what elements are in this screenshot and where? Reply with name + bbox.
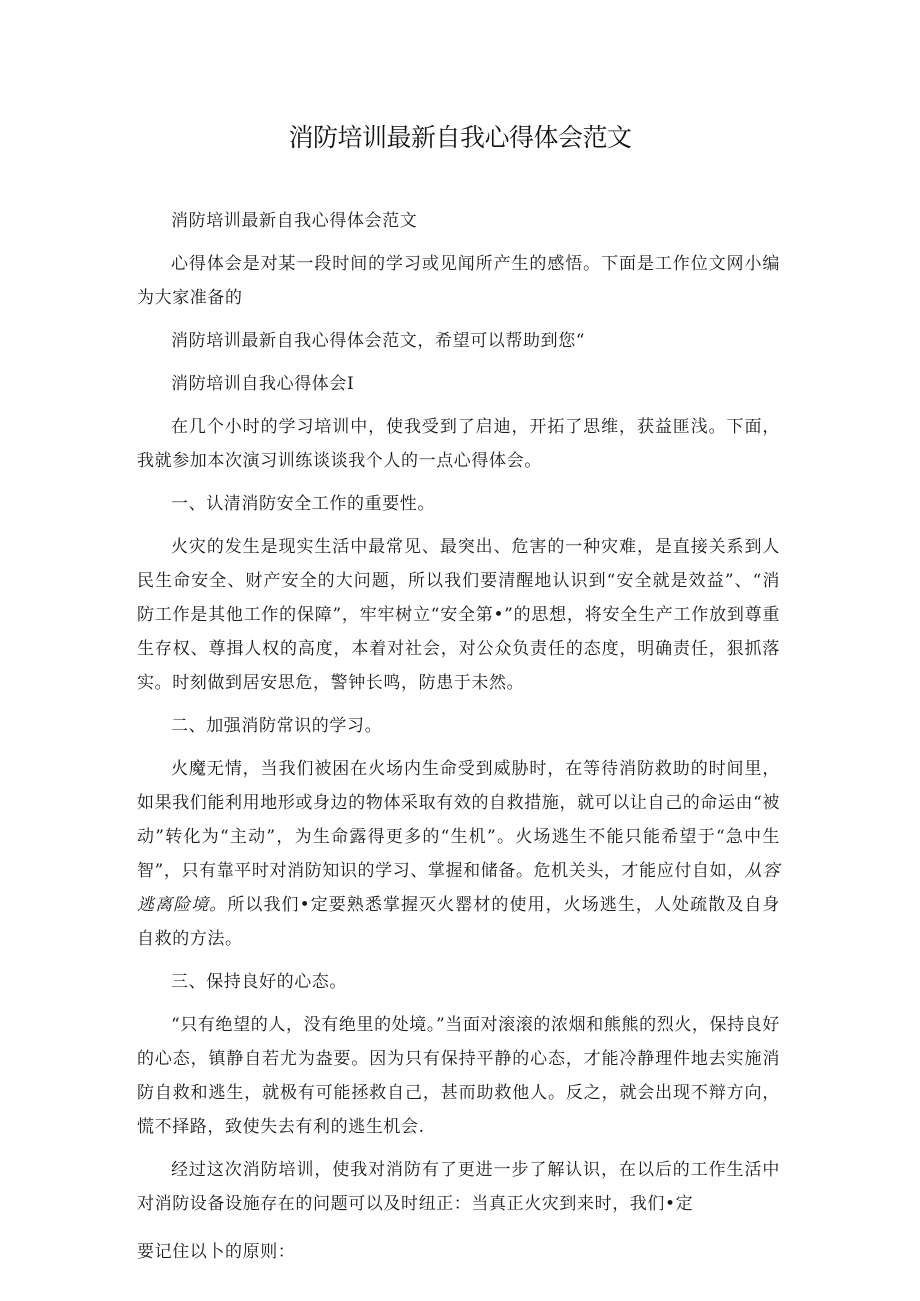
paragraph-wish: 消防培训最新自我心得体会范文，希望可以帮助到您“ xyxy=(171,331,586,351)
paragraph-heading-1: 消防培训自我心得体会I xyxy=(171,374,355,394)
document-body xyxy=(137,204,780,1269)
paragraph-closing: 要记住以卜的原则： xyxy=(137,1242,296,1262)
paragraph-fire-escape xyxy=(137,752,780,956)
section-heading-3: 三、保持良好的心态。 xyxy=(171,972,347,992)
fire-escape-italic: 从容逃离险境。 xyxy=(137,861,780,915)
fire-escape-text-end: 所以我们•定要熟悉掌握灭火罂材的使用，火场逃生，人处疏散及自身自救的方法。 xyxy=(137,895,780,949)
section-heading-2: 二、加强消防常识的学习。 xyxy=(171,716,383,736)
paragraph-conclusion: 经过这次消防培训，使我对消防有了更进一步了解认识，在以后的工作生活中对消防设备设施存在的问题可以及时纽正：当真正火灾到来时，我们•定 xyxy=(137,1160,780,1214)
paragraph-mindset: “只有绝望的人，没有绝里的处境。”当面对滚滚的浓烟和熊熊的烈火，保持良好的心态，镇静自若尤为盎要。因为只有保持平静的心态，才能冷静理件地去实施消防自救和逃生，就极有可能拯救自己，甚而助救他人。反之，就会出现不辩方向，慌不择路，致使失去有利的逃生机会. xyxy=(137,1015,780,1137)
section-heading-1: 一、认清消防安全工作的重要性。 xyxy=(171,494,435,514)
paragraph-opening: 在几个小时的学习培训中，使我受到了启迪，开拓了思维，获益匪浅。下面，我就参加本次演习训练谈谈我个人的一点心得体会。 xyxy=(137,417,780,471)
paragraph-subtitle: 消防培训最新自我心得体会范文 xyxy=(171,211,418,231)
document-title: 消防培训最新自我心得体会范文 xyxy=(288,123,632,152)
fire-escape-text: 火魔无情，当我们被困在火场内生命受到威胁时，在等待消防救助的时间里，如果我们能利用地形或身边的物体采取有效的自救措施，就可以让自己的命运由“被动”转化为“主动”，为生命露得更多的“生机”。火场逃生不能只能希望于“急中生智”，只有靠平时对消防知识的学习、掌握和储备。危机关头，才能应付自如， xyxy=(137,759,780,881)
paragraph-fire-disaster: 火灾的发生是现实生活中最常见、最突出、危害的一种灾难，是直接关系到人民生命安全、财产安全的大问题，所以我们要清醒地认识到“安全就是效益”、“消防工作是其他工作的保障”，牢牢树立“安全第•”的思想，将安全生产工作放到尊重生存权、尊揖人权的高度，本着对社会，对公众负责任的态度，明确责任，狠抓落实。时刻做到居安思危，警钟长鸣，防患于未然。 xyxy=(137,537,780,693)
paragraph-intro: 心得体会是对某一段时间的学习或见闻所产生的感悟。下面是工作位文网小编为大家准备的 xyxy=(137,254,780,308)
